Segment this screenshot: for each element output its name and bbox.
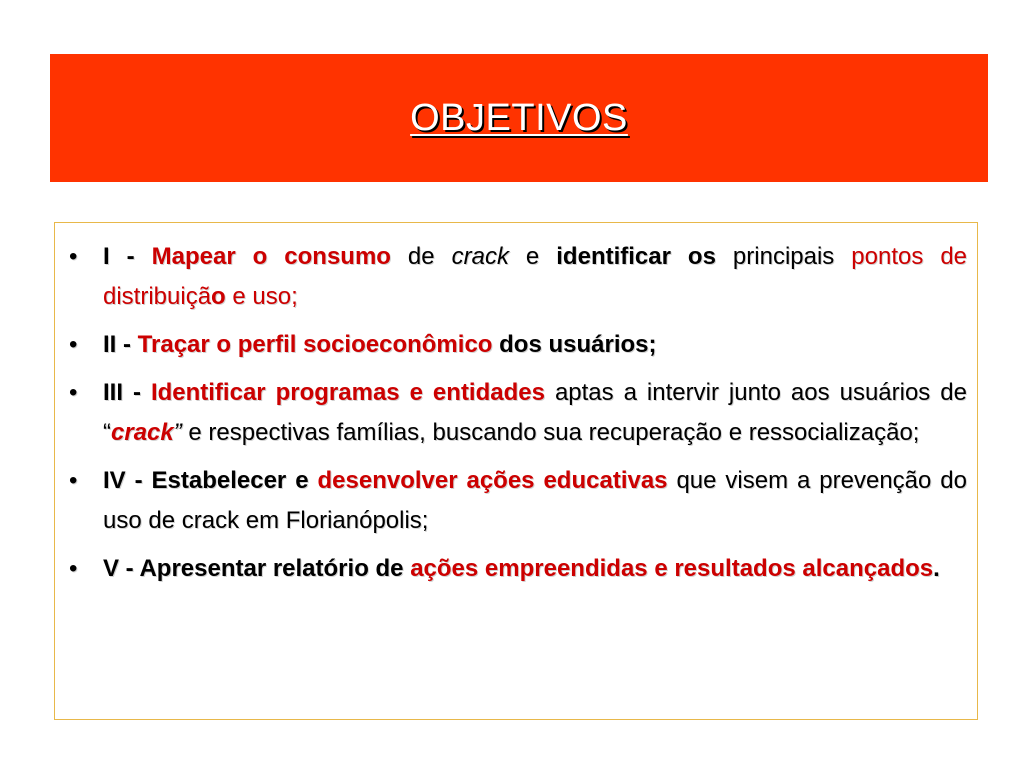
title-banner	[50, 54, 988, 182]
objective-text-segment: IV - Estabelecer e	[103, 467, 318, 494]
slide-title: OBJETIVOS	[410, 96, 628, 139]
objective-text-segment: .	[933, 555, 940, 582]
objective-text-segment: principais	[715, 243, 852, 270]
objective-text-segment: aptas a intervir junto aos usuários de “	[103, 379, 967, 446]
objective-text-segment: crack	[111, 419, 174, 446]
objective-text-segment: II -	[103, 331, 138, 358]
objective-item	[65, 461, 967, 541]
bullet-icon: •	[69, 555, 78, 582]
objective-item	[65, 549, 967, 589]
bullet-icon: •	[69, 467, 78, 494]
objective-text-segment: e uso;	[225, 283, 298, 310]
objective-text-segment: identificar os	[556, 243, 716, 270]
objective-text-segment: e respectivas famílias, buscando sua recuperação e ressocialização;	[181, 419, 920, 446]
objective-text-segment: de	[390, 243, 452, 270]
objective-text-segment: Identificar programas e entidades	[150, 379, 545, 406]
objective-text-segment: desenvolver ações educativas	[317, 467, 668, 494]
bullet-icon: •	[69, 243, 78, 270]
objective-text-segment: ações empreendidas e resultados alcançados	[410, 555, 934, 582]
objective-text-segment: III -	[103, 379, 151, 406]
objective-text-segment: e	[508, 243, 557, 270]
objective-text-segment: Traçar o perfil socioeconômico	[137, 331, 493, 358]
objective-text-segment: ”	[173, 419, 182, 446]
objective-item	[65, 325, 967, 365]
bullet-icon: •	[69, 331, 78, 358]
objective-text-segment: dos usuários;	[492, 331, 657, 358]
objective-text-segment: V - Apresentar relatório de	[103, 555, 411, 582]
objective-text-segment: I -	[103, 243, 152, 270]
objectives-list	[65, 237, 967, 589]
objective-item	[65, 373, 967, 453]
objective-text-segment: pontos de distribuiçã	[103, 243, 968, 310]
objective-text-segment: que visem a prevenção do uso de crack em Florianópolis;	[103, 467, 967, 534]
objective-item	[65, 237, 967, 317]
bullet-icon: •	[69, 379, 78, 406]
objective-text-segment: Mapear o consumo	[151, 243, 391, 270]
objective-text-segment: o	[211, 283, 226, 310]
objective-text-segment: crack	[451, 243, 509, 270]
objectives-box	[54, 222, 978, 720]
